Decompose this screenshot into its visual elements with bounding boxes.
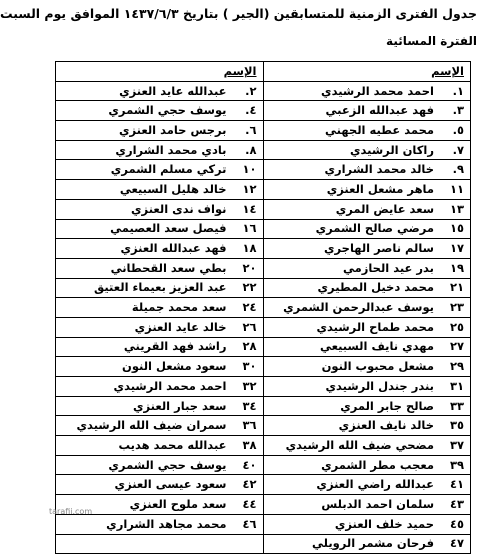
contestant-name: سمران ضيف الله الرشيدي: [76, 418, 227, 433]
contestant-cell-left: [56, 396, 264, 416]
contestant-number: ٣٧: [449, 437, 464, 452]
contestants-table: [55, 61, 471, 554]
contestant-name: يوسف عبدالرحمن الشمري: [283, 300, 434, 315]
contestant-name: يوسف حجي الشمري: [108, 103, 227, 118]
contestant-cell-left: [56, 258, 264, 278]
contestant-name: برجس حامد العنزي: [118, 122, 227, 137]
contestant-name: سعد محمد جميلة: [131, 300, 227, 315]
contestant-number: ٣٣: [449, 398, 464, 413]
contestant-number: ٤٤: [242, 496, 257, 511]
contestant-name: فرحان مشمر الرويلي: [311, 536, 434, 551]
contestant-number: ٣٠: [242, 359, 257, 374]
table-row: [56, 337, 471, 357]
contestant-number: ٢٨: [242, 339, 257, 354]
contestant-number: ١٣: [449, 201, 464, 216]
contestant-cell-right: [263, 475, 471, 495]
contestant-number: ١٠: [242, 162, 257, 177]
contestant-name: سعد جبار العنزي: [132, 398, 227, 413]
contestant-number: ٢٠: [242, 260, 257, 275]
contestant-name: بادي محمد الشراري: [115, 142, 227, 157]
contestant-cell-left: [56, 160, 264, 180]
contestant-number: ١١: [449, 181, 464, 196]
col-right-header: الإسم: [263, 62, 471, 82]
contestant-number: ١٨: [242, 241, 257, 256]
contestant-number: ٣٨: [242, 437, 257, 452]
contestant-cell-right: [263, 495, 471, 515]
contestant-cell-left: [56, 81, 264, 101]
contestant-number: ١٧: [449, 241, 464, 256]
contestant-cell-right: [263, 337, 471, 357]
table-row: [56, 495, 471, 515]
contestant-cell-right: [263, 298, 471, 318]
contestant-cell-right: [263, 416, 471, 436]
contestant-cell-right: [263, 258, 471, 278]
contestant-number: ٤٧: [449, 536, 464, 551]
contestant-number: ٤٣: [449, 496, 464, 511]
contestant-number: ٢٦: [242, 319, 257, 334]
table-row: [56, 436, 471, 456]
table-body: [56, 81, 471, 554]
table-row: [56, 81, 471, 101]
contestant-cell-left: [56, 219, 264, 239]
contestant-name: ماهر مشعل العنزي: [326, 181, 434, 196]
contestant-number: ٢٩: [449, 359, 464, 374]
table-row: [56, 101, 471, 121]
table-row: [56, 258, 471, 278]
contestant-name: فهد عبدالله العنزي: [120, 241, 227, 256]
contestant-number: ٤١: [449, 477, 464, 492]
contestant-number: ٩.: [452, 162, 464, 177]
contestant-cell-left: [56, 278, 264, 298]
contestant-cell-right: [263, 436, 471, 456]
contestant-name: سعد عايض المري: [335, 201, 434, 216]
contestant-cell-right: [263, 180, 471, 200]
contestant-number: ٣٤: [242, 398, 257, 413]
table-row: [56, 278, 471, 298]
contestant-number: ٣٦: [242, 418, 257, 433]
contestant-number: ٨.: [245, 142, 257, 157]
contestant-name: مرضي صالح الشمري: [315, 221, 434, 236]
contestant-number: ٣١: [449, 378, 464, 393]
table-row: [56, 140, 471, 160]
contestant-number: ١٦: [242, 221, 257, 236]
contestant-cell-right: [263, 455, 471, 475]
contestant-name: خالد عايد العنزي: [134, 319, 227, 334]
table-row: [56, 298, 471, 318]
contestant-cell-left: [56, 180, 264, 200]
contestant-number: ٦.: [245, 122, 257, 137]
contestant-name: خالد هليل السبيعي: [119, 181, 227, 196]
table-row: [56, 239, 471, 259]
contestant-number: ٢١: [449, 280, 464, 295]
contestant-name: صالح جابر المري: [340, 398, 434, 413]
table-row: [56, 199, 471, 219]
contestant-cell-left: [56, 239, 264, 259]
table-row: [56, 317, 471, 337]
table-row: [56, 357, 471, 377]
contestant-number: ١٩: [449, 260, 464, 275]
contestant-name: معجب مطر الشمري: [321, 457, 434, 472]
contestant-name: بندر جندل الرشيدي: [325, 378, 434, 393]
contestant-cell-left: [56, 140, 264, 160]
contestant-cell-right: [263, 377, 471, 397]
table-row: [56, 180, 471, 200]
contestant-number: ٤٦: [242, 516, 257, 531]
table-row: [56, 160, 471, 180]
table-row: [56, 377, 471, 397]
contestant-cell-right: [263, 121, 471, 141]
contestant-cell-right: [263, 357, 471, 377]
contestant-cell-left: [56, 337, 264, 357]
contestant-cell-left: [56, 416, 264, 436]
contestant-cell-right: [263, 140, 471, 160]
contestant-number: ٤٢: [242, 477, 257, 492]
contestant-name: عبدالله راضي العنزي: [316, 477, 434, 492]
contestant-name: تركي مسلم الشمري: [110, 162, 227, 177]
contestant-cell-right: [263, 219, 471, 239]
contestant-name: مهدي نايف السبيعي: [319, 339, 434, 354]
contestant-number: ٢.: [245, 83, 257, 98]
contestant-cell-right: [263, 396, 471, 416]
contestant-name: عبدالله محمد هديب: [118, 437, 227, 452]
contestant-name: عبدالله عايد العنزي: [119, 83, 227, 98]
contestant-cell-left: [56, 475, 264, 495]
contestant-name: نواف ندى العنزي: [131, 201, 227, 216]
contestant-number: ٢٣: [449, 300, 464, 315]
contestant-name: فهد عبدالله الزعبي: [325, 103, 434, 118]
session-subtitle: الفترة المسائية: [386, 34, 477, 48]
contestant-number: ٣٩: [449, 457, 464, 472]
contestant-name: محمد دخيل المطيري: [317, 280, 434, 295]
contestant-name: مضحي ضيف الله الرشيدي: [285, 437, 434, 452]
table-row: [56, 396, 471, 416]
contestant-number: ٣.: [452, 103, 464, 118]
contestant-name: خالد محمد الشراري: [324, 162, 434, 177]
table-header-row: [56, 62, 471, 82]
table-row: [56, 475, 471, 495]
contestant-cell-left: [56, 436, 264, 456]
contestant-number: ٢٤: [242, 300, 257, 315]
contestant-number: ٣٥: [449, 418, 464, 433]
contestant-number: ١٢: [242, 181, 257, 196]
contestant-name: محمد طماح الرشيدي: [316, 319, 434, 334]
contestant-name: بطي سعد القحطاني: [110, 260, 227, 275]
contestant-cell-left: [56, 377, 264, 397]
contestant-name: احمد محمد الرشيدي: [113, 378, 227, 393]
contestant-cell-right: [263, 514, 471, 534]
contestant-cell-right: [263, 101, 471, 121]
contestant-name: محمد عطيه الجهني: [325, 122, 434, 137]
contestant-cell-left: [56, 101, 264, 121]
table-row: [56, 416, 471, 436]
contestant-number: ٤٠: [242, 457, 257, 472]
contestant-cell-right: [263, 160, 471, 180]
contestant-name: سلمان احمد الدبلس: [321, 496, 434, 511]
contestant-cell-left: [56, 199, 264, 219]
contestant-cell-right: [263, 81, 471, 101]
contestant-number: ٢٧: [449, 339, 464, 354]
contestant-cell-left: [56, 121, 264, 141]
contestant-cell-left: [56, 514, 264, 534]
contestant-cell-right: [263, 317, 471, 337]
contestant-cell-right: [263, 534, 471, 554]
contestant-name: مشعل محبوب النون: [321, 359, 434, 374]
contestant-name: محمد مجاهد الشراري: [106, 516, 227, 531]
contestant-name: يوسف حجي الشمري: [108, 457, 227, 472]
contestant-number: ٢٢: [242, 280, 257, 295]
contestant-cell-right: [263, 199, 471, 219]
contestant-number: ٥.: [452, 122, 464, 137]
site-watermark: tarafii.com: [49, 507, 93, 516]
contestant-name: حميد خلف العنزي: [334, 516, 434, 531]
contestant-name: احمد محمد الرشيدي: [321, 83, 434, 98]
contestant-number: ٤.: [245, 103, 257, 118]
table-row: [56, 514, 471, 534]
contestant-name: راشد فهد القريني: [123, 339, 227, 354]
contestant-cell-left: [56, 455, 264, 475]
table-row: [56, 121, 471, 141]
contestant-cell-left: [56, 534, 264, 554]
contestant-name: فيصل سعد العصيمي: [110, 221, 227, 236]
contestant-name: خالد نايف العنزي: [338, 418, 434, 433]
table-row: [56, 534, 471, 554]
contestant-cell-left: [56, 298, 264, 318]
contestant-name: سعد ملوح العنزي: [129, 496, 227, 511]
contestant-number: ٢٥: [449, 319, 464, 334]
contestant-cell-left: [56, 317, 264, 337]
table-row: [56, 219, 471, 239]
contestant-name: راكان الرشيدي: [350, 142, 434, 157]
table-row: [56, 455, 471, 475]
contestant-number: ١٤: [242, 201, 257, 216]
contestant-name: سالم ناصر الهاجري: [323, 241, 434, 256]
contestant-number: ٣٢: [242, 378, 257, 393]
contestant-name: سعود مشعل النون: [122, 359, 227, 374]
contestant-number: ١٥: [449, 221, 464, 236]
contestant-cell-left: [56, 357, 264, 377]
contestant-name: سعود عيسى العنزي: [114, 477, 227, 492]
contestant-cell-right: [263, 239, 471, 259]
contestant-cell-right: [263, 278, 471, 298]
contestant-number: ٤٥: [449, 516, 464, 531]
contestant-name: بدر عيد الحازمي: [342, 260, 434, 275]
contestant-number: ٧.: [452, 142, 464, 157]
col-left-header: الإسم: [56, 62, 264, 82]
contestant-number: ١.: [452, 83, 464, 98]
contestant-name: عبد العزيز بعيماء العتيق: [94, 280, 227, 295]
page-title: جدول الفترى الزمنية للمتسابقين (الجير ) بتاريخ ١٤٣٧/٦/٣ الموافق يوم السبت: [0, 6, 477, 21]
